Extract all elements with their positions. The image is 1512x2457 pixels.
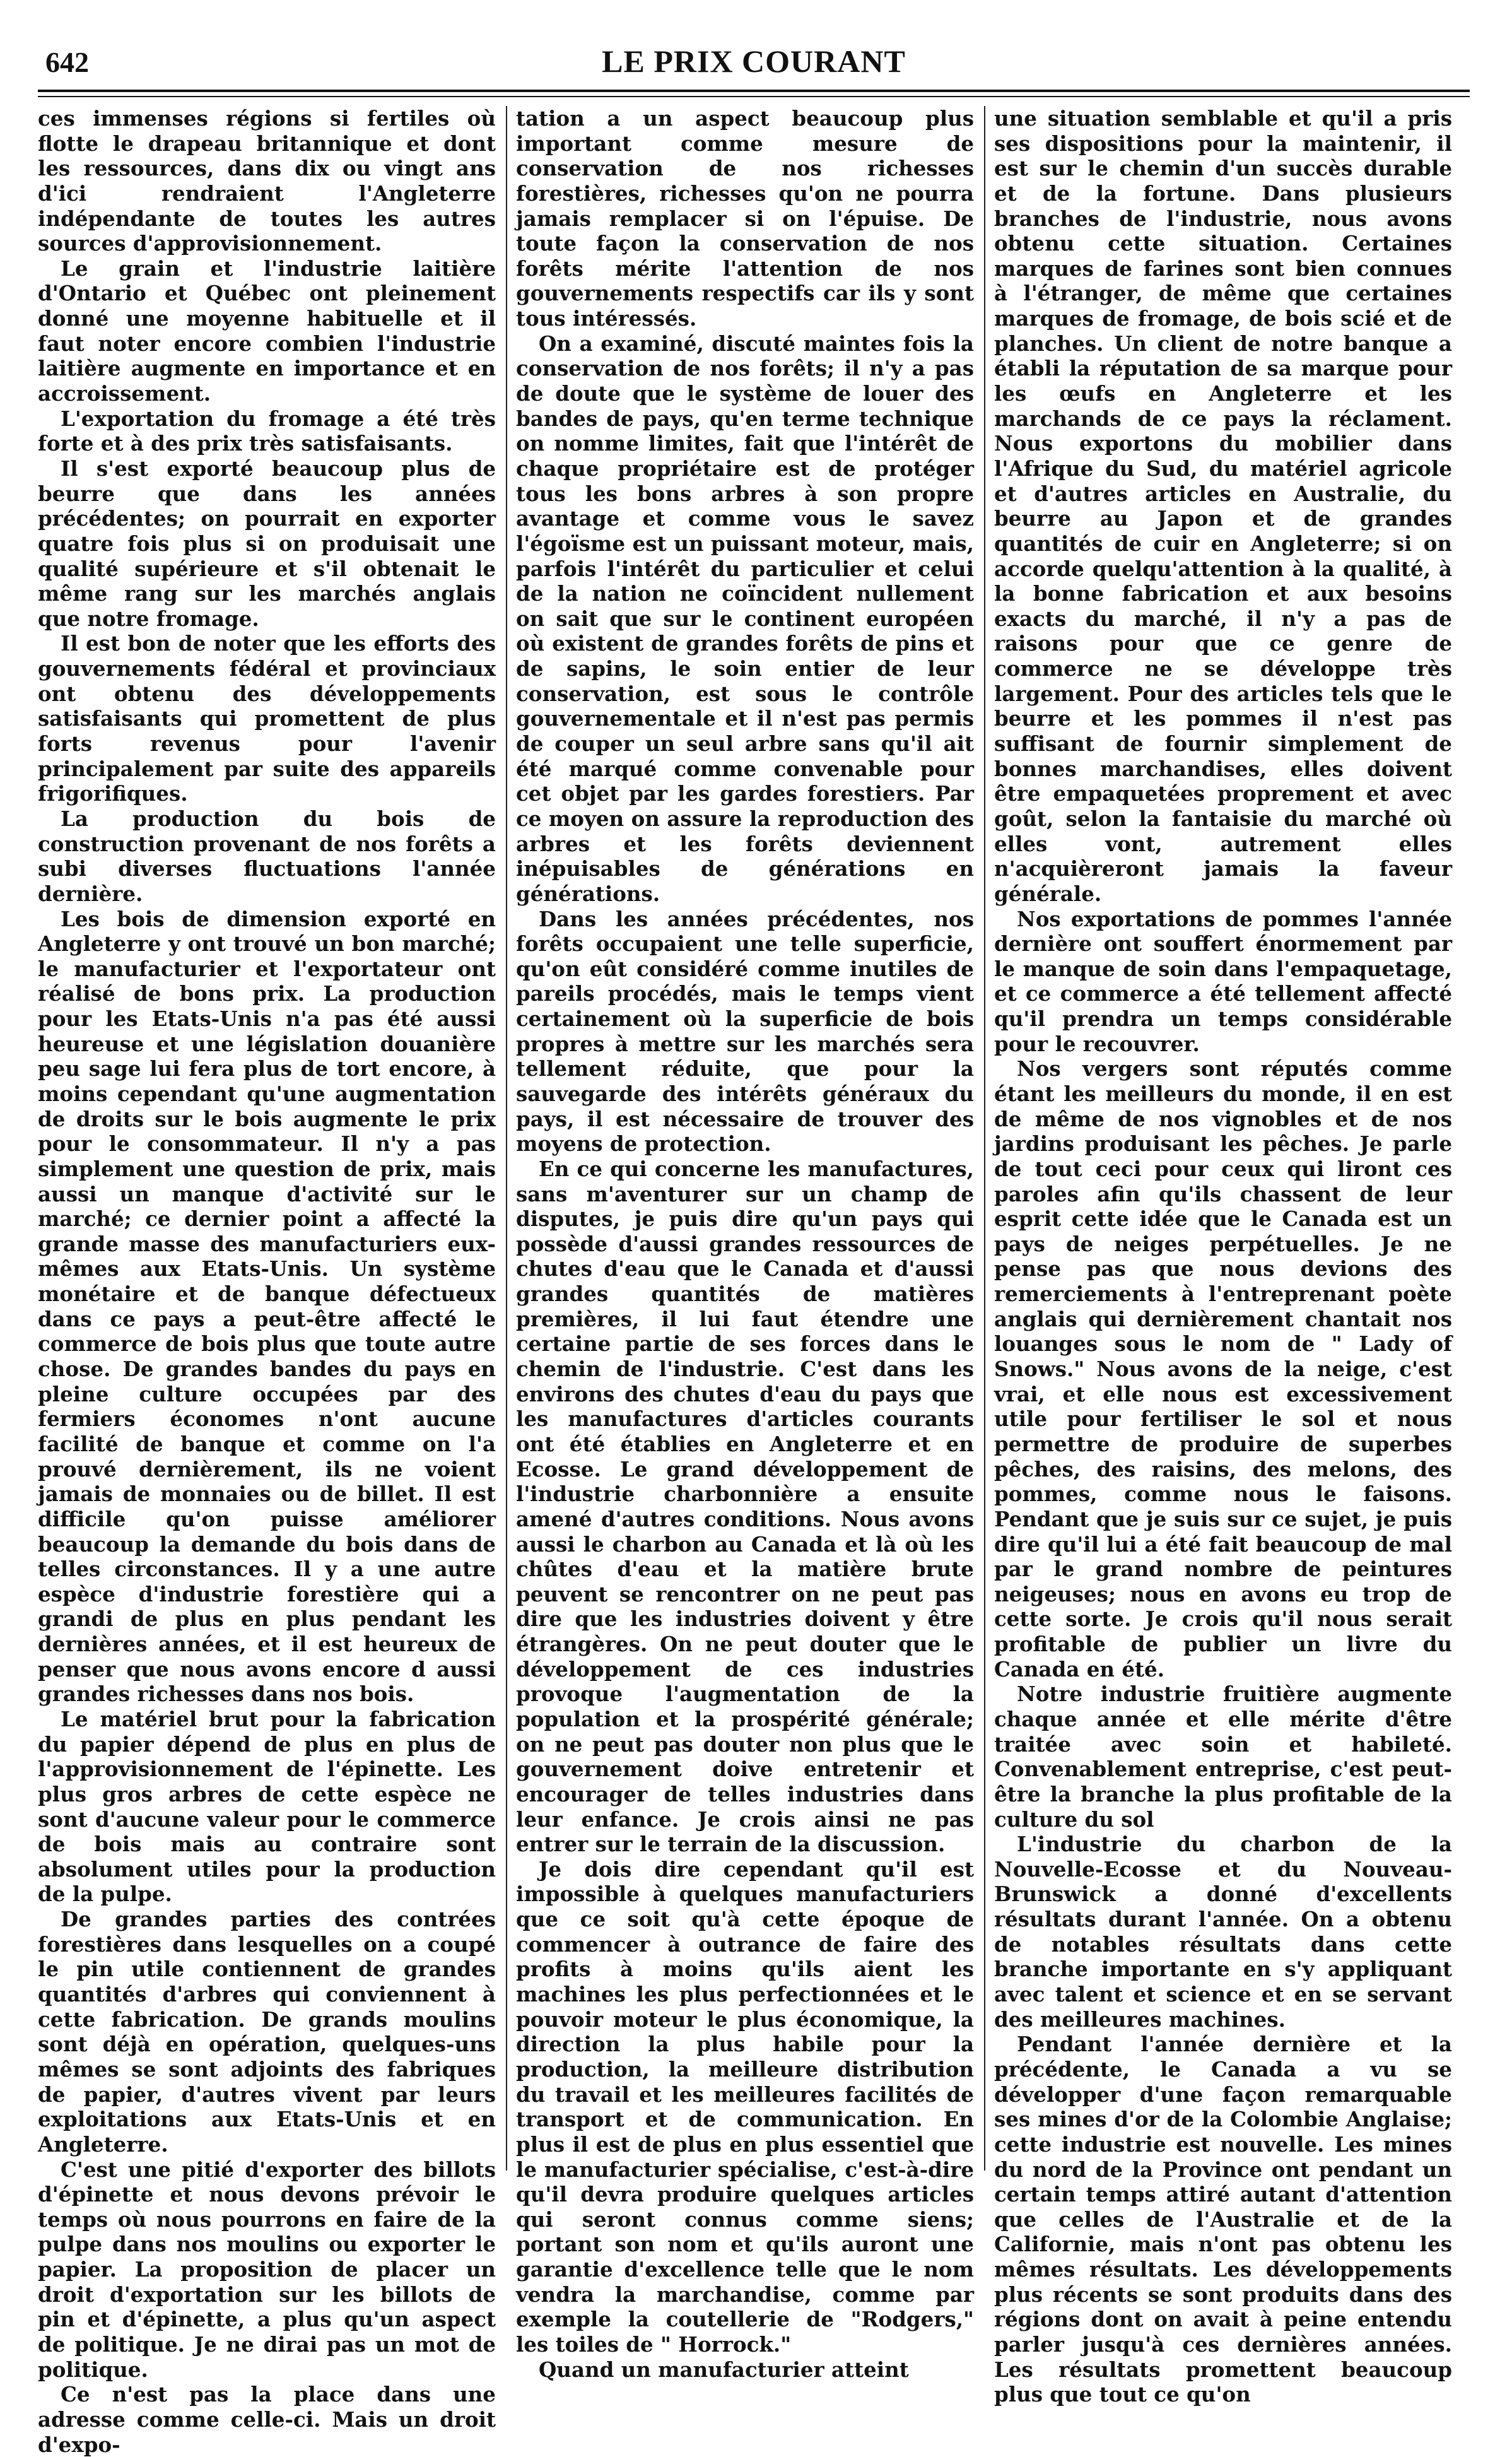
text-columns: [38, 106, 1470, 2457]
paragraph: Notre industrie fruitière augmente chaque année et elle mérite d'être traitée avec soin et habileté. Convenablement entreprise, c'est peut-être la branche la plus profitable de la culture du sol: [994, 1682, 1452, 1832]
column-divider: [506, 106, 507, 2171]
paragraph: Ce n'est pas la place dans une adresse comme celle-ci. Mais un droit d'expo-: [38, 2382, 496, 2457]
paragraph: tation a un aspect beaucoup plus important comme mesure de conservation de nos richesses forestières, richesses qu'on ne pourra jamais remplacer si on l'épuise. De toute façon la conservation de nos forêts mérite l'attention de nos gouvernements respectifs car ils y sont tous intéressés.: [516, 106, 974, 331]
paragraph: Il s'est exporté beaucoup plus de beurre que dans les années précédentes; on pourrait en exporter quatre fois plus si on produisait une qualité supérieure et s'il obtenait le même rang sur les marchés anglais que notre fromage.: [38, 456, 496, 631]
paragraph: Le matériel brut pour la fabrication du papier dépend de plus en plus de l'approvisionnement de l'épinette. Les plus gros arbres de cette espèce ne sont d'aucune valeur pour le commerce de bois mais au contraire sont absolument utiles pour la production de la pulpe.: [38, 1707, 496, 1907]
paragraph: En ce qui concerne les manufactures, sans m'aventurer sur un champ de disputes, je puis dire qu'un pays qui possède d'aussi grandes ressources de chutes d'eau que le Canada et d'aussi grandes quantités de matières premières, il lui faut étendre une certaine partie de ses forces dans le chemin de l'industrie. C'est dans les environs des chutes d'eau du pays que les manufactures d'articles courants ont été établies en Angleterre et en Ecosse. Le grand développement de l'industrie charbonnière a ensuite amené d'autres conditions. Nous avons aussi le charbon au Canada et là où les chûtes d'eau et la matière brute peuvent se rencontrer on ne peut pas dire que les industries doivent y être étrangères. On ne peut douter que le développement de ces industries provoque l'augmentation de la population et la prospérité générale; on ne peut pas douter non plus que le gouvernement doive entretenir et encourager de telles industries dans leur enfance. Je crois ainsi ne pas entrer sur le terrain de la discussion.: [516, 1156, 974, 1857]
paragraph: Nos vergers sont réputés comme étant les meilleurs du monde, il en est de même de nos vignobles et de nos jardins produisant les pêches. Je parle de tout ceci pour ceux qui liront ces paroles afin qu'ils chassent de leur esprit cette idée que le Canada est un pays de neiges perpétuelles. Je ne pense pas que nous devions des remerciements à l'entreprenant poète anglais qui dernièrement chantait nos louanges sous le nom de " Lady of Snows." Nous avons de la neige, c'est vrai, et elle nous est excessivement utile pour fertiliser le sol et nous permettre de produire de superbes pêches, des raisins, des melons, des pommes, comme nous le faisons. Pendant que je suis sur ce sujet, je puis dire qu'il lui a été fait beaucoup de mal par le grand nombre de peintures neigeuses; nous en avons eu trop de cette sorte. Je crois qu'il nous serait profitable de publier un livre du Canada en été.: [994, 1056, 1452, 1682]
paragraph: une situation semblable et qu'il a pris ses dispositions pour la maintenir, il est sur le chemin d'un succès durable et de la fortune. Dans plusieurs branches de l'industrie, nous avons obtenu cette situation. Certaines marques de farines sont bien connues à l'étranger, de même que certaines marques de fromage, de bois scié et de planches. Un client de notre banque a établi la réputation de sa marque pour les œufs en Angleterre et les marchands de ce pays la réclament. Nous exportons du mobilier dans l'Afrique du Sud, du matériel agricole et d'autres articles en Australie, du beurre au Japon et de grandes quantités de cuir en Angleterre; si on accorde quelqu'attention à la qualité, à la bonne fabrication et aux besoins exacts du marché, il n'y a pas de raisons pour que ce genre de commerce ne se développe très largement. Pour des articles tels que le beurre et les pommes il n'est pas suffisant de fournir simplement de bonnes marchandises, elles doivent être empaquetées proprement et avec goût, selon la fantaisie du marché où elles vont, autrement elles n'acquièreront jamais la faveur générale.: [994, 106, 1452, 906]
column-divider: [984, 106, 985, 2171]
paragraph: L'exportation du fromage a été très forte et à des prix très satisfaisants.: [38, 406, 496, 456]
paragraph: De grandes parties des contrées forestières dans lesquelles on a coupé le pin utile contiennent de grandes quantités d'arbres qui conviennent à cette fabrication. De grands moulins sont déjà en opération, quelques-uns mêmes se sont adjoints des fabriques de papier, d'autres vivent par leurs exploitations aux Etats-Unis et en Angleterre.: [38, 1907, 496, 2157]
header-rule-thin: [38, 96, 1470, 97]
column-2: [516, 106, 974, 2382]
paragraph: L'industrie du charbon de la Nouvelle-Ecosse et du Nouveau-Brunswick a donné d'excellents résultats durant l'année. On a obtenu de notables résultats dans cette branche importante en s'y appliquant avec talent et science et en se servant des meilleures machines.: [994, 1832, 1452, 2032]
column-3: [994, 106, 1452, 2407]
page-header: [38, 38, 1470, 92]
paragraph: La production du bois de construction provenant de nos forêts a subi diverses fluctuations l'année dernière.: [38, 806, 496, 906]
paragraph: Nos exportations de pommes l'année dernière ont souffert énormement par le manque de soin dans l'empaquetage, et ce commerce a été tellement affecté qu'il prendra un temps considérable pour le recouvrer.: [994, 906, 1452, 1056]
paragraph: Je dois dire cependant qu'il est impossible à quelques manufacturiers que ce soit qu'à cette époque de commencer à outrance de faire des profits à moins qu'ils aient les machines les plus perfectionnées et le pouvoir moteur le plus économique, la direction la plus habile pour la production, la meilleure distribution du travail et les meilleures facilités de transport et de communication. En plus il est de plus en plus essentiel que le manufacturier spécialise, c'est-à-dire qu'il devra produire quelques articles qui seront connus comme siens; portant son nom et qu'ils auront une garantie d'excellence telle que le nom vendra la marchandise, comme par exemple la coutellerie de "Rodgers," les toiles de " Horrock.": [516, 1856, 974, 2357]
header-rule-thick: [38, 90, 1470, 92]
paragraph: Pendant l'année dernière et la précédente, le Canada a vu se développer d'une façon remarquable ses mines d'or de la Colombie Anglaise; cette industrie est nouvelle. Les mines du nord de la Province ont pendant un certain temps attiré autant d'attention que celles de l'Australie et de la Californie, mais n'ont pas obtenu les mêmes résultats. Les développements plus récents se sont produits dans des régions dont on avait à peine entendu parler jusqu'à ces dernières années. Les résultats promettent beaucoup plus que tout ce qu'on: [994, 2032, 1452, 2407]
paragraph: Il est bon de noter que les efforts des gouvernements fédéral et provinciaux ont obtenu des développements satisfaisants qui promettent de plus forts revenus pour l'avenir principalement par suite des appareils frigorifiques.: [38, 631, 496, 806]
paragraph: On a examiné, discuté maintes fois la conservation de nos forêts; il n'y a pas de doute que le système de louer des bandes de pays, qu'en terme technique on nomme limites, fait que l'intérêt de chaque propriétaire est de protéger tous les bons arbres à son propre avantage et comme vous le savez l'égoïsme est un puissant moteur, mais, parfois l'intérêt du particulier et celui de la nation ne coïncident nullement on sait que sur le continent européen où existent de grandes forêts de pins et de sapins, le soin entier de leur conservation, est sous le contrôle gouvernementale et il n'est pas permis de couper un seul arbre sans qu'il ait été marqué comme convenable pour cet objet par les gardes forestiers. Par ce moyen on assure la reproduction des arbres et les forêts deviennent inépuisables de générations en générations.: [516, 331, 974, 906]
paragraph: Les bois de dimension exporté en Angleterre y ont trouvé un bon marché; le manufacturier et l'exportateur ont réalisé de bons prix. La production pour les Etats-Unis n'a pas été aussi heureuse et une législation douanière peu sage lui fera plus de tort encore, à moins cependant qu'une augmentation de droits sur le bois augmente le prix pour le consommateur. Il n'y a pas simplement une question de prix, mais aussi un manque d'activité sur le marché; ce dernier point a affecté la grande masse des manufacturiers eux-mêmes aux Etats-Unis. Un système monétaire et de banque défectueux dans ce pays a peut-être affecté le commerce de bois plus que toute autre chose. De grandes bandes du pays en pleine culture occupées par des fermiers économes n'ont aucune facilité de banque et comme on l'a prouvé dernièrement, ils ne voient jamais de monnaies ou de billet. Il est difficile qu'on puisse améliorer beaucoup la demande du bois dans de telles circonstances. Il y a une autre espèce d'industrie forestière qui a grandi de plus en plus pendant les dernières années, et il est heureux de penser que nous avons encore d aussi grandes richesses dans nos bois.: [38, 906, 496, 1707]
paragraph: ces immenses régions si fertiles où flotte le drapeau britannique et dont les ressources, dans dix ou vingt ans d'ici rendraient l'Angleterre indépendante de toutes les autres sources d'approvisionnement.: [38, 106, 496, 256]
page-title: LE PRIX COURANT: [602, 44, 906, 79]
column-1: [38, 106, 496, 2457]
newspaper-page: [38, 38, 1470, 2457]
page-number: 642: [45, 46, 89, 78]
paragraph: C'est une pitié d'exporter des billots d'épinette et nous devons prévoir le temps où nous pourrons en faire de la pulpe dans nos moulins ou exporter le papier. La proposition de placer un droit d'exportation sur les billots de pin et d'épinette, a plus qu'un aspect de politique. Je ne dirai pas un mot de politique.: [38, 2157, 496, 2382]
paragraph: Le grain et l'industrie laitière d'Ontario et Québec ont pleinement donné une moyenne habituelle et il faut noter encore combien l'industrie laitière augmente en importance et en accroissement.: [38, 256, 496, 406]
paragraph: Dans les années précédentes, nos forêts occupaient une telle superficie, qu'on eût considéré comme inutiles de pareils procédés, mais le temps vient certainement où la superficie de bois propres à mettre sur les marchés sera tellement réduite, que pour la sauvegarde des intérêts généraux du pays, il est nécessaire de trouver des moyens de protection.: [516, 906, 974, 1157]
paragraph: Quand un manufacturier atteint: [539, 2357, 909, 2382]
